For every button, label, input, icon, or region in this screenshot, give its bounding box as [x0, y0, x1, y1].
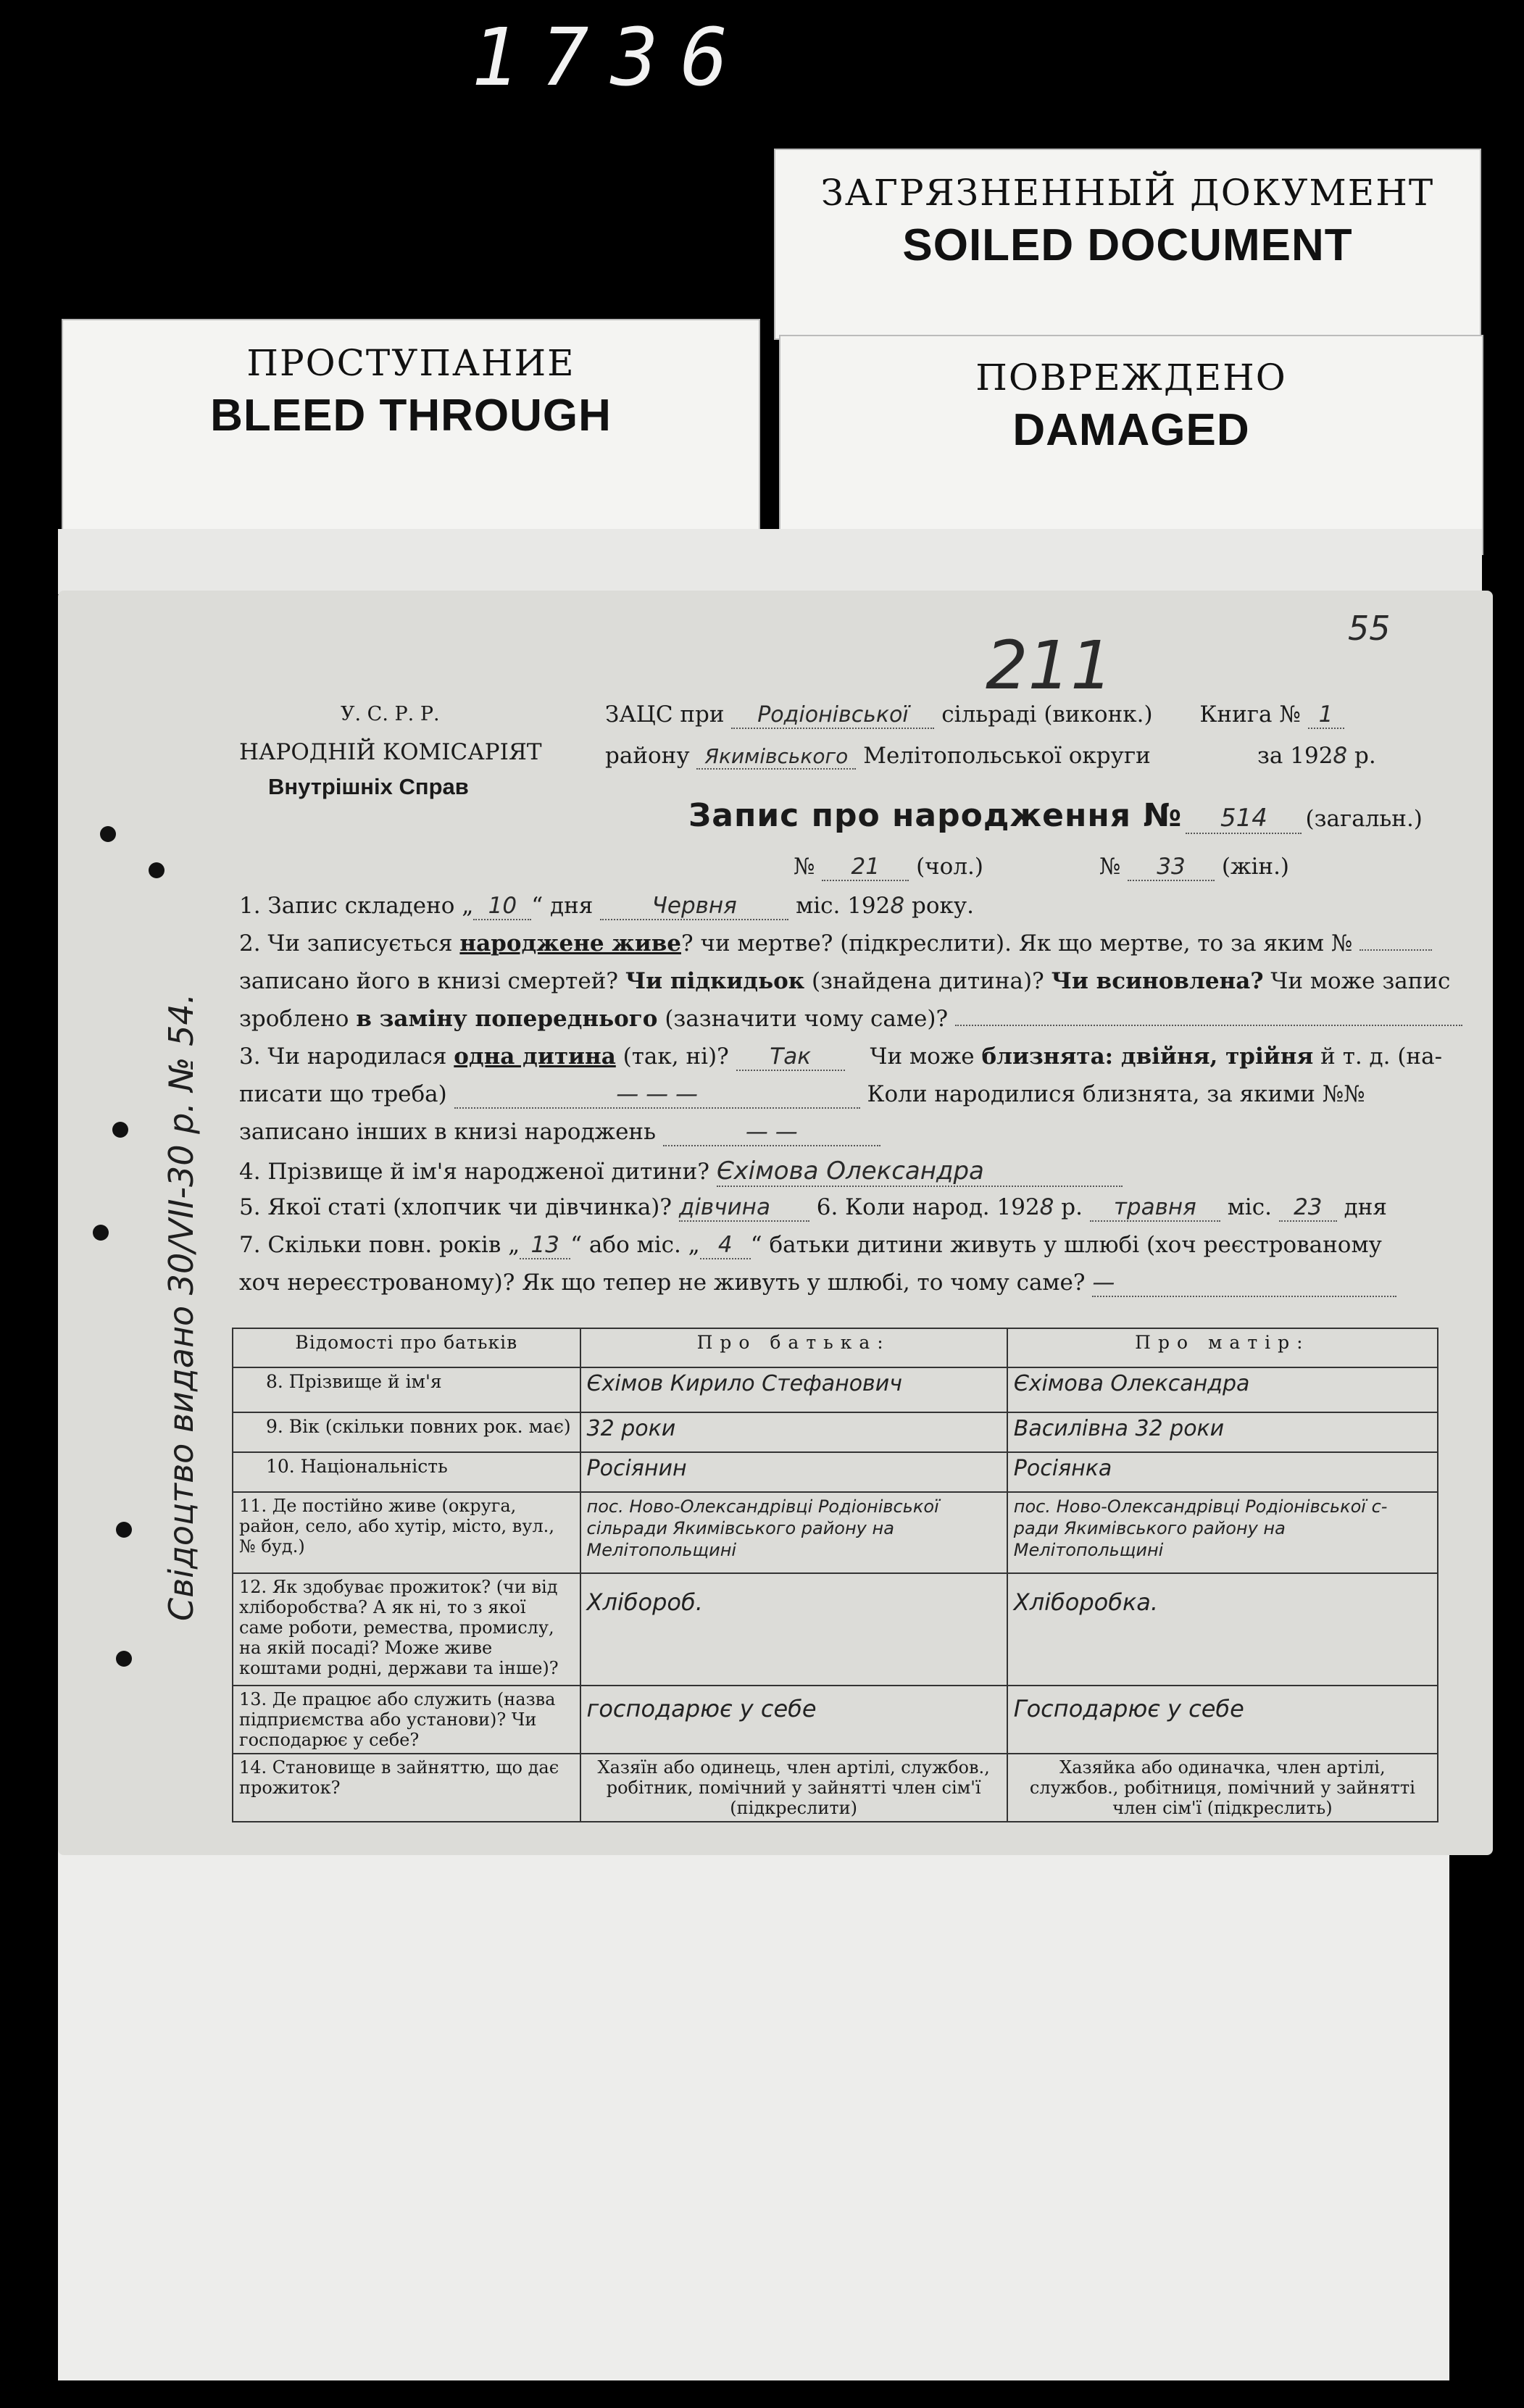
- item-7-text: 7. Скільки повн. років „: [239, 1232, 520, 1258]
- row-label: 11. Де постійно живе (округа, район, село, або хутір, місто, вул., № буд.): [233, 1492, 580, 1573]
- birth-day-value: 23: [1279, 1194, 1337, 1222]
- zags-prefix: ЗАЦС при: [605, 701, 725, 728]
- record-number-value: 514: [1186, 804, 1302, 834]
- male-label: (чол.): [916, 854, 983, 880]
- row-label: 8. Прізвище й ім'я: [233, 1367, 580, 1412]
- soiled-document-card: [774, 149, 1481, 340]
- item-1-year-value: 8: [890, 893, 905, 919]
- item-2-text: ? чи мертве? (підкреслити). Як що мертве, то за яким №: [680, 930, 1353, 957]
- record-general-label: (загальн.): [1305, 806, 1423, 832]
- birth-year-value: 8: [1039, 1194, 1054, 1220]
- punch-hole: [112, 1122, 128, 1138]
- item-3-text: й т. д. (на-: [1320, 1043, 1443, 1070]
- item-3-text: Коли народилися близнята, за якими №№: [867, 1081, 1365, 1107]
- mother-occupation-value: Хліборобка.: [1007, 1573, 1438, 1686]
- item-2-text: записано його в книзі смертей?: [239, 968, 618, 994]
- table-row: [233, 1686, 1438, 1754]
- item-7-line-1: [239, 1232, 1382, 1259]
- table-header-row: [233, 1328, 1438, 1367]
- card-ru-label: ПОВРЕЖДЕНО: [975, 357, 1287, 399]
- item-3-text: Чи може: [870, 1043, 975, 1070]
- item-2-foundling: Чи підкидьок: [625, 968, 805, 994]
- zags-council-value: Родіонівської: [731, 702, 934, 729]
- column-header: Про матір:: [1007, 1328, 1438, 1367]
- father-residence-value: пос. Ново-Олександрівці Родіонівської сільради Якимівського району на Мелітопольщині: [580, 1492, 1007, 1573]
- district-prefix: району: [605, 743, 690, 769]
- mother-nationality-value: Росіянка: [1007, 1452, 1438, 1492]
- item-3-line-2: [239, 1081, 1365, 1109]
- item-2-line-3: [239, 1006, 1462, 1032]
- item-2-line-1: [239, 930, 1432, 957]
- item-2-line-2: [239, 968, 1450, 994]
- card-en-label: SOILED DOCUMENT: [902, 220, 1353, 270]
- item-6-text: дня: [1344, 1194, 1387, 1220]
- card-ru-label: ЗАГРЯЗНЕННЫЙ ДОКУМЕНТ: [820, 172, 1435, 214]
- item-3-line-1: [239, 1043, 1442, 1071]
- parents-table: [232, 1328, 1438, 1822]
- item-7-line-2: [239, 1270, 1396, 1297]
- item-2-text: (знайдена дитина)?: [812, 968, 1044, 994]
- item-3-twins: близнята: двійня, трійня: [981, 1043, 1314, 1070]
- table-row: [233, 1367, 1438, 1412]
- item-7-text: “ або міс. „: [570, 1232, 700, 1258]
- item-7-reason-value: —: [1092, 1270, 1396, 1297]
- female-label: (жін.): [1221, 854, 1290, 880]
- father-status-value: Хазяїн або одинець, член артілі, службов., робітник, помічний у зайнятті член сім'ї (підкреслити): [580, 1754, 1007, 1822]
- mother-age-value: Василівна 32 роки: [1007, 1412, 1438, 1452]
- table-row: [233, 1452, 1438, 1492]
- item-7-text: хоч нереєстрованому)? Як що тепер не живуть у шлюбі, то чому саме?: [239, 1270, 1086, 1296]
- marriage-years-value: 13: [520, 1232, 570, 1259]
- item-3-answer-value: Так: [736, 1043, 845, 1071]
- item-3-text: 3. Чи народилася: [239, 1043, 447, 1070]
- margin-certificate-note: Свідоцтво видано 30/VII-30 р. № 54.: [162, 993, 201, 1621]
- ussr-label: У. С. Р. Р.: [341, 703, 440, 725]
- child-name-value: Єхімова Олександра: [717, 1157, 1123, 1187]
- table-row: [233, 1754, 1438, 1822]
- district-line: [605, 743, 1151, 770]
- item-3-twins-value: — — —: [454, 1081, 860, 1109]
- year-prefix: за 192: [1257, 743, 1333, 769]
- card-ru-label: ПРОСТУПАНИЕ: [246, 342, 575, 384]
- father-age-value: 32 роки: [580, 1412, 1007, 1452]
- blank-line: [955, 1025, 1462, 1026]
- father-name-value: Єхімов Кирило Стефанович: [580, 1367, 1007, 1412]
- item-3-text: (так, ні)?: [622, 1043, 729, 1070]
- item-6-text: р.: [1061, 1194, 1083, 1220]
- mother-name-value: Єхімова Олександра: [1007, 1367, 1438, 1412]
- page-number: 55: [1348, 609, 1391, 648]
- male-no-label: №: [794, 854, 815, 880]
- mother-status-value: Хазяйка або одиначка, член артілі, службов., робітниця, помічний у зайнятті член сім'ї (підкреслить): [1007, 1754, 1438, 1822]
- item-4-line: [239, 1157, 1123, 1187]
- row-label: 10. Національність: [233, 1452, 580, 1492]
- item-7-text: “ батьки дитини живуть у шлюбі (хоч реєстрованому: [750, 1232, 1382, 1258]
- item-1-text-d: року.: [911, 893, 974, 919]
- item-3-others-value: — —: [663, 1119, 880, 1146]
- damaged-card: [779, 335, 1483, 555]
- birth-month-value: травня: [1090, 1194, 1220, 1222]
- sheet-number: 211: [986, 627, 1113, 704]
- item-4-text: 4. Прізвище й ім'я народженої дитини?: [239, 1159, 709, 1185]
- paper-edge-strip: [58, 529, 1482, 594]
- item-1-text-b: “ дня: [531, 893, 594, 919]
- record-title: Запис про народження №: [688, 797, 1183, 834]
- female-no-label: №: [1099, 854, 1121, 880]
- punch-hole: [116, 1651, 132, 1667]
- item-6-text: 6. Коли народ. 192: [816, 1194, 1040, 1220]
- item-1-text-a: 1. Запис складено „: [239, 893, 474, 919]
- father-nationality-value: Росіянин: [580, 1452, 1007, 1492]
- female-number-value: 33: [1128, 854, 1215, 881]
- child-sex-value: дівчина: [679, 1194, 809, 1222]
- blank-sheet: [58, 1844, 1449, 2380]
- punch-hole: [116, 1522, 132, 1538]
- male-number-value: 21: [822, 854, 909, 881]
- row-label: 12. Як здобуває прожиток? (чи від хліборобства? А як ні, то з якої саме роботи, ремества, промислу, на якій посаді? Може живе коштами родні, держави та інше)?: [233, 1573, 580, 1686]
- commissariat-label: НАРОДНІЙ КОМІСАРІЯТ: [239, 739, 542, 765]
- table-row: [233, 1412, 1438, 1452]
- item-2-text: Чи може запис: [1270, 968, 1451, 994]
- ministry-label: Внутрішніх Справ: [268, 774, 469, 799]
- district-value: Якимівського: [696, 744, 856, 770]
- item-5-text: 5. Якої статі (хлопчик чи дівчинка)?: [239, 1194, 673, 1220]
- item-2-text: (зазначити чому саме)?: [665, 1006, 949, 1032]
- table-row: [233, 1573, 1438, 1686]
- row-label: 9. Вік (скільки повних рок. має): [233, 1412, 580, 1452]
- item-2-adopted: Чи всиновлена?: [1051, 968, 1264, 994]
- father-workplace-value: господарює у себе: [580, 1686, 1007, 1754]
- punch-hole: [93, 1225, 109, 1241]
- book-number-value: 1: [1308, 701, 1344, 729]
- item-2-replacement: в заміну попереднього: [356, 1006, 658, 1032]
- year-value: 8: [1333, 743, 1348, 769]
- column-header: Відомості про батьків: [233, 1328, 580, 1367]
- year-line: [1257, 743, 1376, 769]
- mother-workplace-value: Господарює у себе: [1007, 1686, 1438, 1754]
- row-label: 13. Де працює або служить (назва підприємства або установи)? Чи господарює у себе?: [233, 1686, 580, 1754]
- item-1-month-value: Червня: [600, 893, 788, 920]
- punch-hole: [149, 862, 165, 878]
- item-3-text: записано інших в книзі народжень: [239, 1119, 656, 1145]
- item-3-text: писати що треба): [239, 1081, 447, 1107]
- book-label: Книга №: [1199, 701, 1301, 728]
- blank-line: [1359, 949, 1432, 951]
- item-2-text: 2. Чи записується: [239, 930, 453, 957]
- table-row: [233, 1492, 1438, 1573]
- bleed-through-card: [62, 319, 760, 554]
- item-6-text: міс.: [1227, 1194, 1272, 1220]
- year-suffix: р.: [1354, 743, 1376, 769]
- item-1-line: [239, 893, 974, 920]
- item-5-6-line: [239, 1194, 1387, 1222]
- punch-hole: [100, 826, 116, 842]
- item-3-line-3: [239, 1119, 880, 1146]
- father-occupation-value: Хлібороб.: [580, 1573, 1007, 1686]
- column-header: Про батька:: [580, 1328, 1007, 1367]
- district-suffix: Мелітопольської округи: [863, 743, 1151, 769]
- card-en-label: BLEED THROUGH: [210, 391, 612, 441]
- record-title-line: [688, 797, 1423, 834]
- item-2-text: зроблено: [239, 1006, 349, 1032]
- record-gender-numbers: [794, 854, 1289, 881]
- mother-residence-value: пос. Ново-Олександрівці Родіонівської с-ради Якимівського району на Мелітопольщині: [1007, 1492, 1438, 1573]
- zags-suffix: сільраді (виконк.): [941, 701, 1153, 728]
- item-1-text-c: міс. 192: [796, 893, 891, 919]
- frame-number: 1736: [471, 11, 750, 104]
- item-1-day-value: 10: [473, 893, 531, 920]
- marriage-months-value: 4: [700, 1232, 751, 1259]
- item-2-live-underlined: народжене живе: [459, 930, 681, 957]
- zags-line: [605, 701, 1344, 729]
- row-label: 14. Становище в зайняттю, що дає прожиток?: [233, 1754, 580, 1822]
- card-en-label: DAMAGED: [1012, 405, 1250, 455]
- item-3-single-underlined: одна дитина: [454, 1043, 616, 1070]
